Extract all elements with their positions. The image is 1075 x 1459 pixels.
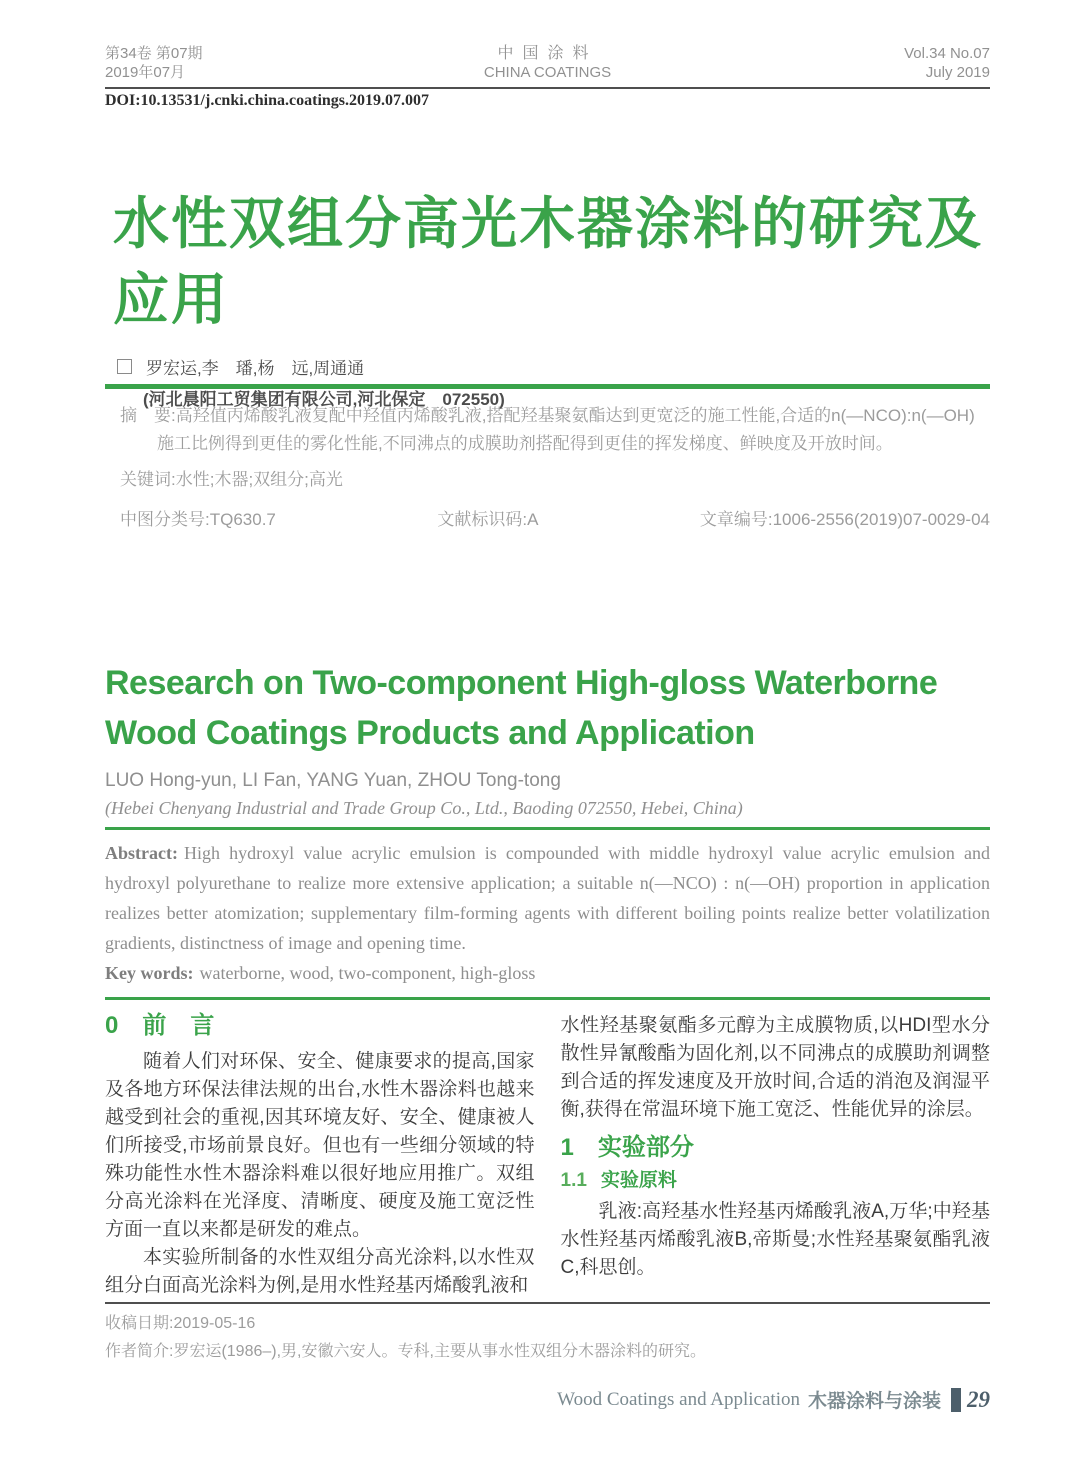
clc-value: TQ630.7 xyxy=(209,510,276,529)
paragraph-intro-2: 本实验所制备的水性双组分高光涂料,以水性双组分白面高光涂料为例,是用水性羟基丙烯酸乳液和 xyxy=(105,1247,535,1296)
authors-en: LUO Hong-yun, LI Fan, YANG Yuan, ZHOU Tong-tong xyxy=(105,770,561,791)
title-block-en xyxy=(105,658,990,1000)
affiliation-cn: (河北晨阳工贸集团有限公司,河北保定 072550) xyxy=(143,390,505,409)
doc-code-label: 文献标识码: xyxy=(437,510,528,529)
journal-name-cn: 中国涂料 xyxy=(497,45,598,62)
section-1-1-title: 实验原料 xyxy=(600,1170,677,1191)
classification-row xyxy=(120,506,990,534)
keywords-row-en xyxy=(105,958,990,988)
doi-line: DOI:10.13531/j.cnki.china.coatings.2019.07.007 xyxy=(105,92,430,109)
footer-section-cn: 木器涂料与涂装 xyxy=(807,1391,941,1412)
divider-green-bottom xyxy=(105,997,990,1000)
page-number: 29 xyxy=(967,1386,990,1412)
section-heading-1-1 xyxy=(561,1170,991,1192)
footnote-block xyxy=(105,1310,990,1366)
page-number-bar-icon xyxy=(951,1388,961,1412)
header-issue-info xyxy=(105,44,305,82)
clc-label: 中图分类号: xyxy=(120,510,210,529)
abstract-label-en: Abstract: xyxy=(105,843,178,863)
author-bio-line xyxy=(105,1338,990,1366)
keywords-label-en: Key words: xyxy=(105,963,194,983)
abstract-en xyxy=(105,838,990,958)
clc-item xyxy=(120,506,276,534)
article-title-cn: 水性双组分高光木器涂料的研究及应用 xyxy=(113,192,983,331)
keywords-row-cn xyxy=(120,466,990,494)
article-body xyxy=(105,1012,990,1304)
doc-code-value: A xyxy=(527,510,539,529)
abstract-text-cn: 高羟值丙烯酸乳液复配中羟值丙烯酸乳液,搭配羟基聚氨酯达到更宽泛的施工性能,合适的n(—NCO):n(—OH)施工比例得到更佳的雾化性能,不同沸点的成膜助剂搭配得到更佳的挥发梯度、鲜映度及开放时间。 xyxy=(157,406,975,453)
keywords-cn: 水性;木器;双组分;高光 xyxy=(175,470,343,489)
author-marker-icon xyxy=(117,359,132,374)
page-footer xyxy=(105,1386,990,1413)
journal-name-en: CHINA COATINGS xyxy=(483,64,612,81)
article-title-en: Research on Two-component High-gloss Waterborne Wood Coatings Products and Application xyxy=(105,664,938,752)
date-cn: 2019年07月 xyxy=(105,64,186,81)
body-column-left xyxy=(105,1012,535,1304)
abstract-cn xyxy=(120,402,990,458)
authors-row-cn xyxy=(105,354,990,379)
footnote-divider xyxy=(105,1302,990,1304)
header-row xyxy=(105,44,990,89)
keywords-label-cn: 关键词: xyxy=(120,470,176,489)
volume-issue-cn: 第34卷 第07期 xyxy=(105,45,203,62)
article-id-label: 文章编号: xyxy=(699,510,773,529)
page-header xyxy=(105,44,990,110)
received-date-line xyxy=(105,1310,990,1338)
abstract-text-en: High hydroxyl value acrylic emulsion is compounded with middle hydroxyl value acrylic emulsion and hydroxyl polyurethane to realize more extensive application; a suitable n(—NCO) : n(—OH) proportion in application realizes better atomization; supplementary film-forming agents with different boiling points realize better volatilization gradients, distinctness of image and opening time. xyxy=(105,843,990,953)
section-1-1-number: 1.1 xyxy=(560,1170,587,1191)
paragraph-intro-2-continued: 水性羟基聚氨酯多元醇为主成膜物质,以HDI型水分散性异氰酸酯为固化剂,以不同沸点的成膜助剂调整到合适的挥发速度及开放时间,合适的消泡及润湿平衡,获得在常温环境下施工宽泛、性能优异的涂层。 xyxy=(560,1015,990,1120)
abstract-label-cn: 摘 要: xyxy=(120,406,176,425)
received-value: 2019-05-16 xyxy=(173,1315,256,1332)
doc-code-item xyxy=(437,506,538,534)
volume-issue-en: Vol.34 No.07 xyxy=(904,45,990,62)
section-heading-0: 0 前 言 xyxy=(105,1012,215,1039)
divider-green-thick xyxy=(105,384,990,389)
article-id-item xyxy=(700,506,990,534)
affiliation-en: (Hebei Chenyang Industrial and Trade Group Co., Ltd., Baoding 072550, Hebei, China) xyxy=(105,798,743,818)
paragraph-materials: 乳液:高羟基水性羟基丙烯酸乳液A,万华;中羟基水性羟基丙烯酸乳液B,帝斯曼;水性羟基聚氨酯乳液C,科思创。 xyxy=(560,1201,990,1278)
keywords-en: waterborne, wood, two-component, high-gloss xyxy=(199,963,536,983)
title-block-cn xyxy=(105,186,990,410)
section-heading-1: 1 实验部分 xyxy=(560,1134,694,1161)
header-volume-info xyxy=(790,44,990,82)
received-label: 收稿日期: xyxy=(105,1315,174,1332)
footer-section-en: Wood Coatings and Application xyxy=(557,1388,800,1410)
divider-green-top xyxy=(105,827,990,830)
date-en: July 2019 xyxy=(925,64,990,81)
body-column-right xyxy=(561,1012,991,1304)
paragraph-intro-1: 随着人们对环保、安全、健康要求的提高,国家及各地方环保法律法规的出台,水性木器涂料也越来越受到社会的重视,因其环境友好、安全、健康被人们所接受,市场前景良好。但也有一些细分领域的特殊功能性水性木器涂料难以很好地应用推广。双组分高光涂料在光泽度、清晰度、硬度及施工宽泛性方面一直以来都是研发的难点。 xyxy=(105,1051,535,1240)
authors-cn: 罗宏运,李 璠,杨 远,周通通 xyxy=(146,359,365,378)
abstract-block-cn xyxy=(105,402,990,534)
bio-label: 作者简介: xyxy=(105,1343,174,1360)
bio-text: 罗宏运(1986–),男,安徽六安人。专科,主要从事水性双组分木器涂料的研究。 xyxy=(173,1343,706,1360)
article-id-value: 1006-2556(2019)07-0029-04 xyxy=(772,510,990,529)
journal-name xyxy=(484,44,611,82)
